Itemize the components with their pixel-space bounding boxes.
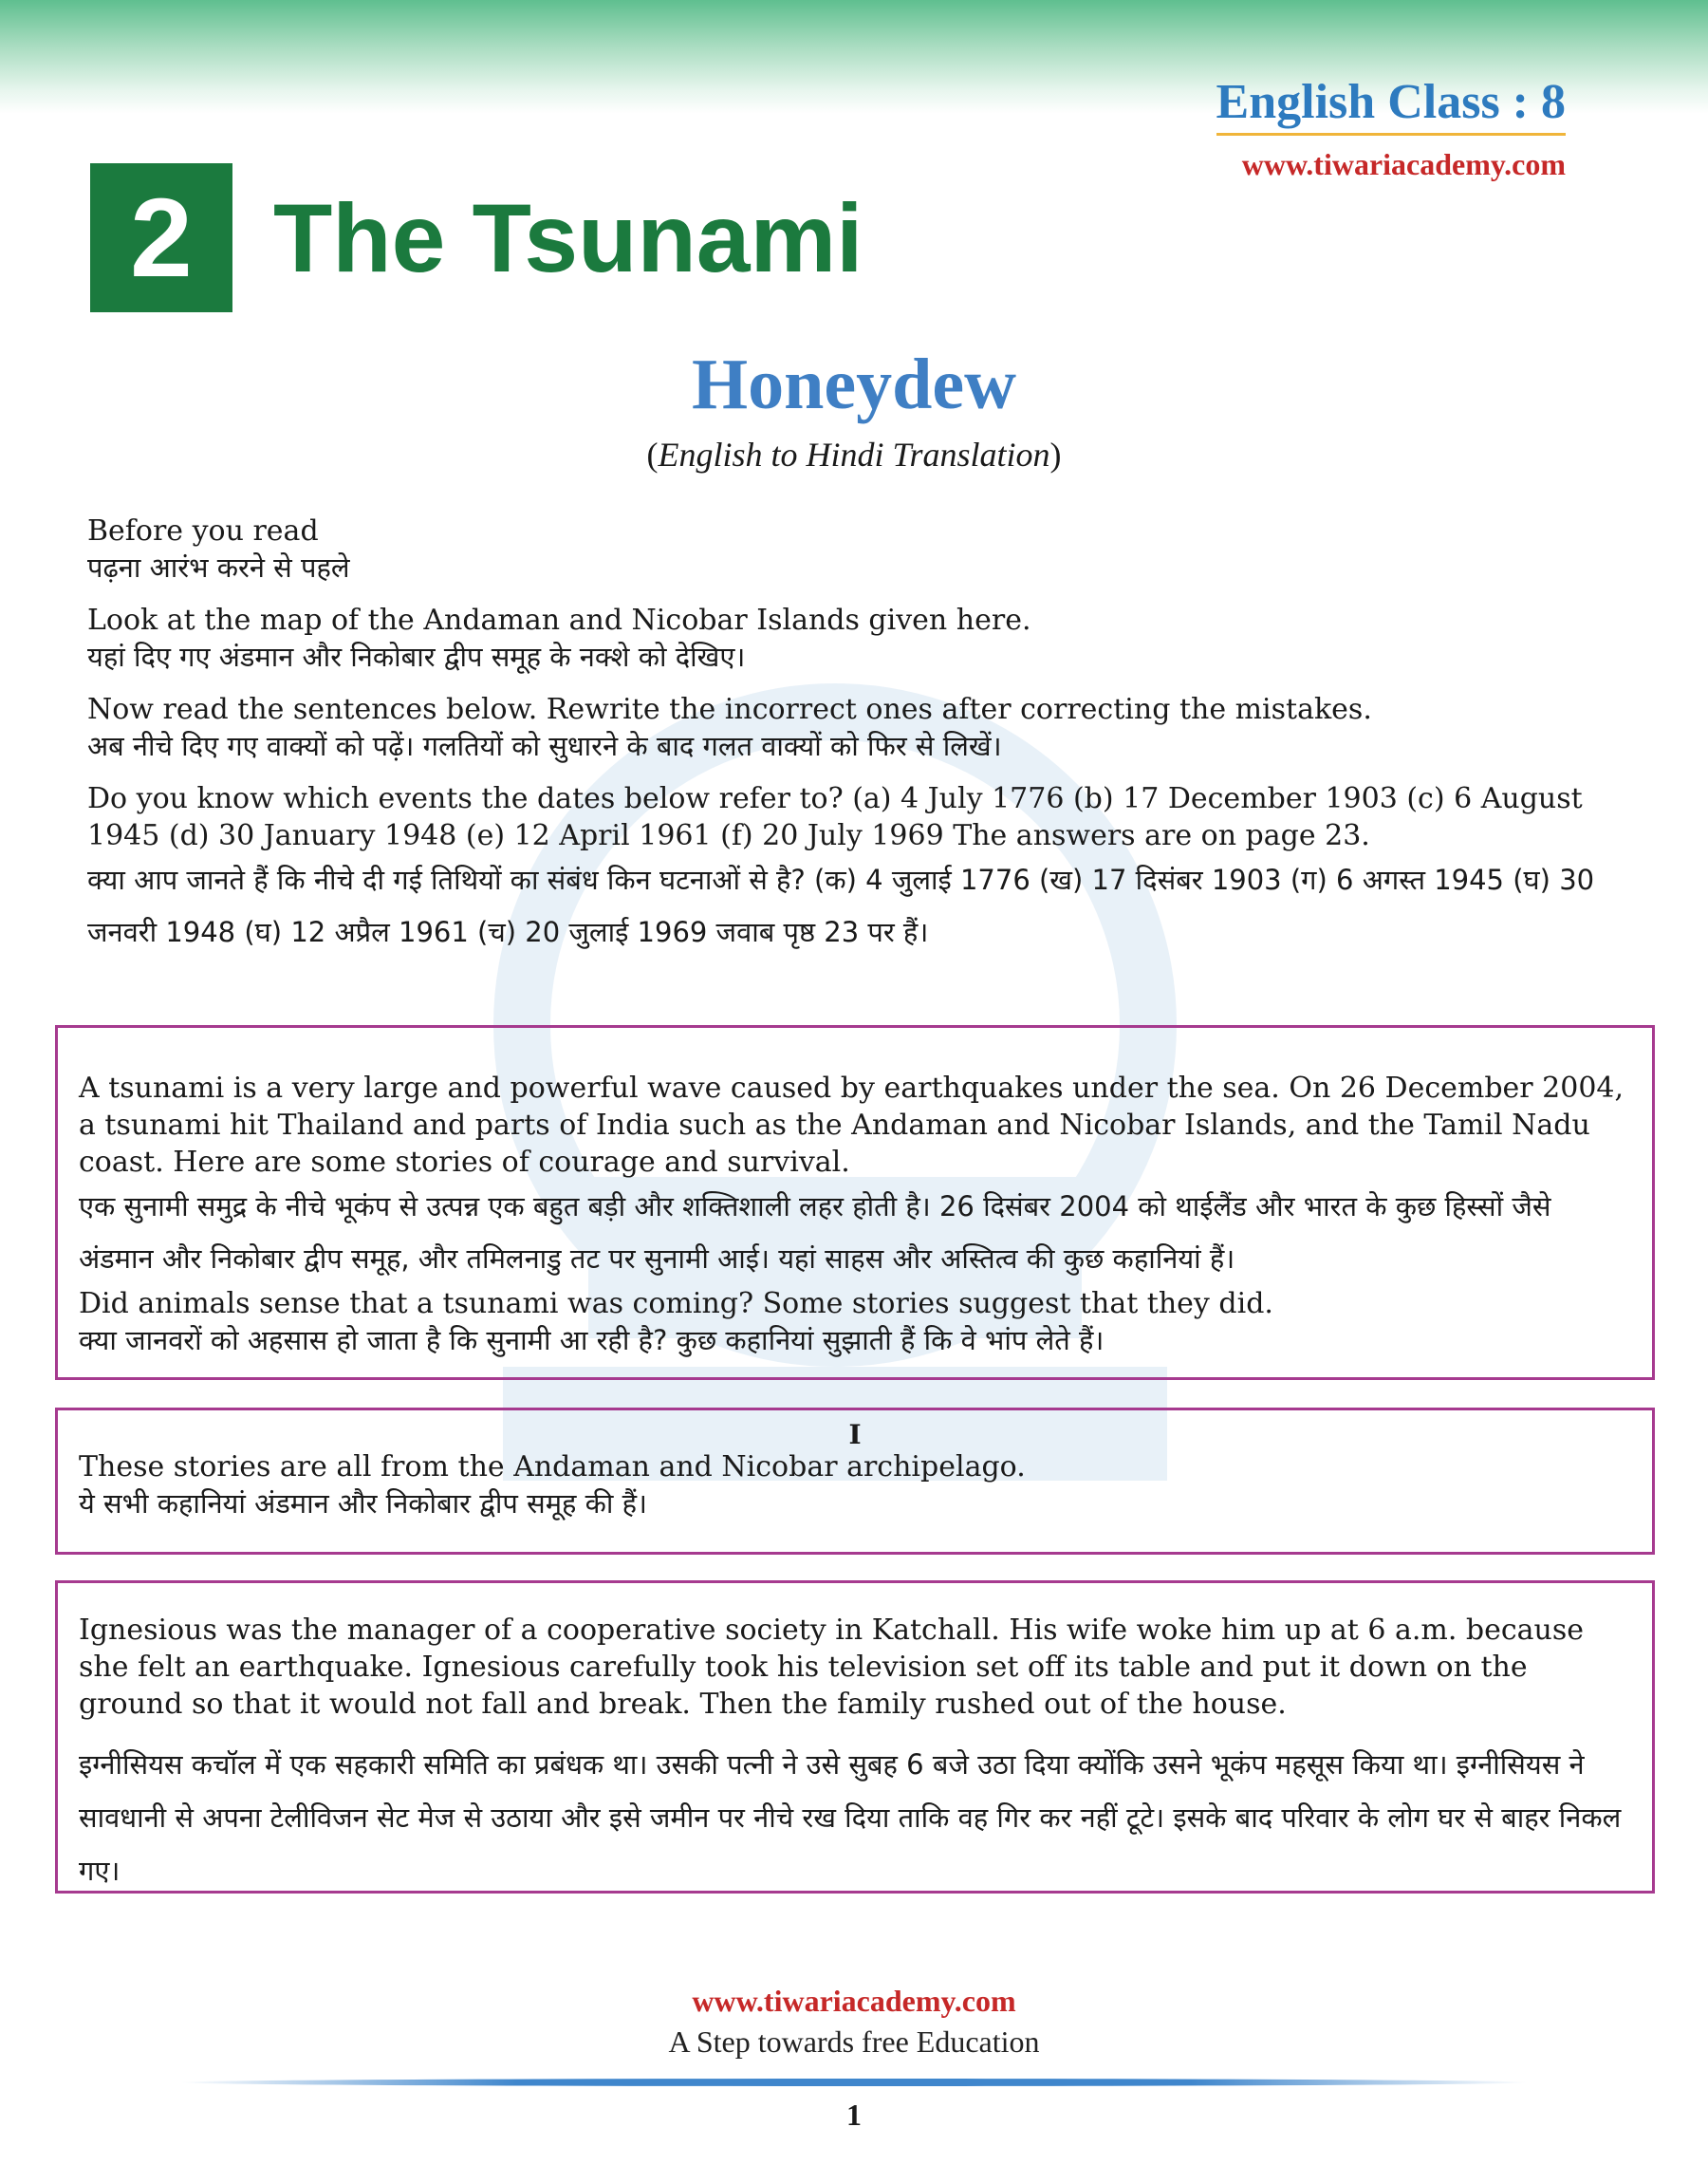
intro-block [87, 780, 1624, 959]
passage-box-section-1 [55, 1408, 1655, 1555]
passage-hi: एक सुनामी समुद्र के नीचे भूकंप से उत्पन्न एक बहुत बड़ी और शक्तिशाली लहर होती है। 26 दिसंबर 2004 को थाईलैंड और भारत के कुछ हिस्सों जैसे अंडमान और निकोबार द्वीप समूह, और तमिलनाडु तट पर सुनामी आई। यहां साहस और अस्तित्व की कुछ कहानियां हैं। [79, 1190, 1551, 1275]
intro-hi: अब नीचे दिए गए वाक्यों को पढ़ें। गलतियों को सुधारने के बाद गलत वाक्यों को फिर से लिखें। [87, 730, 1002, 762]
intro-block [87, 602, 1624, 676]
intro-en: Before you read [87, 514, 319, 548]
intro-section [87, 513, 1624, 974]
passage-hi: इग्नीसियस कचॉल में एक सहकारी समिति का प्रबंधक था। उसकी पत्नी ने उसे सुबह 6 बजे उठा दिया क्योंकि उसने भूकंप महसूस किया था। इग्नीसियस ने सावधानी से अपना टेलीविजन सेट मेज से उठाया और इसे जमीन पर नीचे रख दिया ताकि वह गिर कर नहीं टूटे। इसके बाद परिवार के लोग घर से बाहर निकल गए। [79, 1748, 1622, 1887]
intro-block [87, 691, 1624, 765]
intro-hi: यहां दिए गए अंडमान और निकोबार द्वीप समूह के नक्शे को देखिए। [87, 641, 746, 673]
intro-en: Do you know which events the dates below refer to? (a) 4 July 1776 (b) 17 December 1903 (c) 6 August 1945 (d) 30 January 1948 (e) 12 April 1961 (f) 20 July 1969 The answers are on page 23. [87, 782, 1583, 852]
intro-hi: क्या आप जानते हैं कि नीचे दी गई तिथियों का संबंध किन घटनाओं से है? (क) 4 जुलाई 1776 (ख) 17 दिसंबर 1903 (ग) 6 अगस्त 1945 (घ) 30 जनवरी 1948 (घ) 12 अप्रैल 1961 (च) 20 जुलाई 1969 जवाब पृष्ठ 23 पर हैं। [87, 864, 1595, 948]
page-number: 1 [846, 2098, 862, 2132]
passage-box-intro [55, 1025, 1655, 1380]
chapter-title: The Tsunami [273, 184, 863, 292]
passage-en: A tsunami is a very large and powerful wave caused by earthquakes under the sea. On 26 December 2004, a tsunami hit Thailand and parts of India such as the Andaman and Nicobar Islands, and the Tamil Nadu coast. Here are some stories of courage and survival. [79, 1072, 1624, 1179]
passage-en: These stories are all from the Andaman and Nicobar archipelago. [79, 1450, 1026, 1483]
brand-url-link[interactable]: www.tiwariacademy.com [1241, 147, 1566, 181]
passage-en: Ignesious was the manager of a cooperative society in Katchall. His wife woke him up at 6 a.m. because she felt an earthquake. Ignesious carefully took his television set off its table and put it down on the ground so that it would not fall and break. Then the family rushed out of the house. [79, 1614, 1585, 1721]
subtitle-close-paren: ) [1049, 436, 1062, 474]
section-number: I [848, 1419, 862, 1450]
subtitle-open-paren: ( [646, 436, 659, 474]
intro-block [87, 513, 1624, 587]
footer-tagline: A Step towards free Education [668, 2024, 1040, 2059]
passage-en: Did animals sense that a tsunami was coming? Some stories suggest that they did. [79, 1287, 1273, 1320]
chapter-number-badge: 2 [90, 163, 232, 312]
subtitle-text: English to Hindi Translation [658, 436, 1050, 474]
subtitle [0, 435, 1708, 475]
intro-en: Look at the map of the Andaman and Nicobar Islands given here. [87, 604, 1031, 637]
book-title: Honeydew [692, 345, 1016, 424]
intro-hi: पढ़ना आरंभ करने से पहले [87, 551, 350, 584]
footer-url-link[interactable]: www.tiwariacademy.com [692, 1984, 1016, 2018]
brand-title: English Class : 8 [1216, 78, 1566, 136]
footer-divider [180, 2079, 1528, 2086]
intro-en: Now read the sentences below. Rewrite the incorrect ones after correcting the mistakes. [87, 693, 1372, 726]
footer [0, 1984, 1708, 2060]
brand-block [1216, 75, 1566, 182]
passage-hi: क्या जानवरों को अहसास हो जाता है कि सुनामी आ रही है? कुछ कहानियां सुझाती हैं कि वे भांप लेते हैं। [79, 1324, 1105, 1356]
passage-box-ignesious [55, 1580, 1655, 1894]
passage-hi: ये सभी कहानियां अंडमान और निकोबार द्वीप समूह की हैं। [79, 1487, 648, 1520]
